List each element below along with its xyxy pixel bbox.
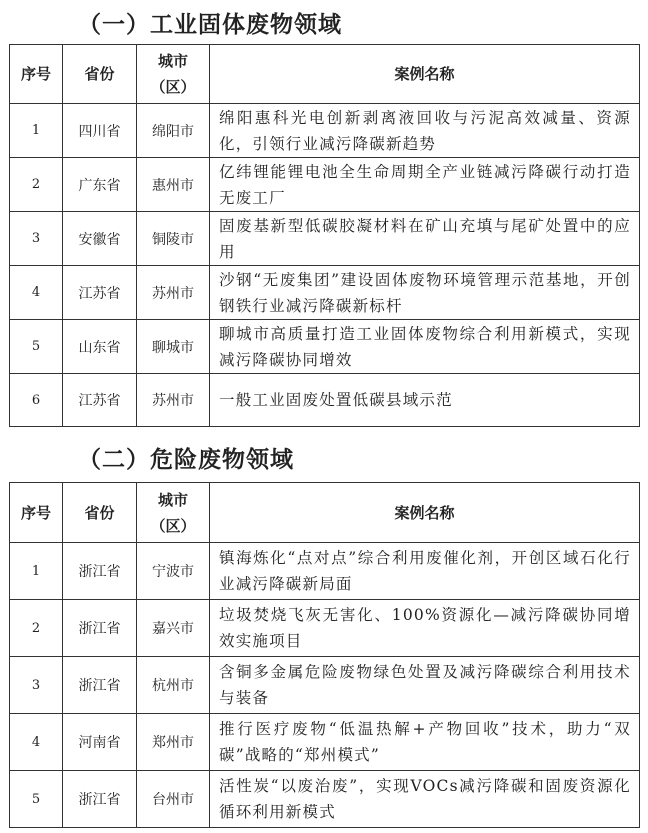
cell-city: 惠州市	[137, 158, 210, 212]
header-city-line1: 城市	[157, 490, 188, 509]
cell-province: 山东省	[63, 320, 137, 374]
cell-case-name: 沙钢“无废集团”建设固体废物环境管理示范基地，开创钢铁行业减污降碳新标杆	[210, 266, 640, 320]
cell-no: 5	[10, 771, 63, 828]
table-row	[10, 320, 640, 374]
header-province: 省份	[63, 45, 137, 104]
cell-no: 3	[10, 657, 63, 714]
cell-province: 广东省	[63, 158, 137, 212]
cell-no: 4	[10, 714, 63, 771]
cell-case-name: 绵阳惠科光电创新剥离液回收与污泥高效减量、资源化，引领行业减污降碳新趋势	[210, 104, 640, 158]
cell-province: 浙江省	[63, 657, 137, 714]
table-header-row	[10, 45, 640, 104]
cell-city: 台州市	[137, 771, 210, 828]
table-row	[10, 600, 640, 657]
table-row	[10, 266, 640, 320]
table-row	[10, 714, 640, 771]
section-title-industrial-solid-waste: （一）工业固体废物领域	[78, 12, 342, 38]
section-title-hazardous-waste: （二）危险废物领域	[78, 447, 294, 473]
industrial-solid-waste-table	[9, 44, 640, 427]
cell-case-name: 含铜多金属危险废物绿色处置及减污降碳综合利用技术与装备	[210, 657, 640, 714]
cell-province: 江苏省	[63, 374, 137, 427]
header-case-name: 案例名称	[210, 483, 640, 543]
table-row	[10, 657, 640, 714]
header-no: 序号	[10, 45, 63, 104]
cell-no: 4	[10, 266, 63, 320]
cell-case-name: 推行医疗废物“低温热解+产物回收”技术，助力“双碳”战略的“郑州模式”	[210, 714, 640, 771]
cell-city: 绵阳市	[137, 104, 210, 158]
table-row	[10, 374, 640, 427]
cell-no: 2	[10, 158, 63, 212]
cell-city: 苏州市	[137, 266, 210, 320]
cell-case-name: 固废基新型低碳胶凝材料在矿山充填与尾矿处置中的应用	[210, 212, 640, 266]
header-province: 省份	[63, 483, 137, 543]
cell-no: 5	[10, 320, 63, 374]
cell-no: 6	[10, 374, 63, 427]
cell-province: 浙江省	[63, 543, 137, 600]
table-row	[10, 771, 640, 828]
cell-case-name: 垃圾焚烧飞灰无害化、100%资源化—减污降碳协同增效实施项目	[210, 600, 640, 657]
cell-case-name: 活性炭“以废治废”，实现VOCs减污降碳和固废资源化循环利用新模式	[210, 771, 640, 828]
hazardous-waste-table	[9, 482, 640, 828]
header-city-line1: 城市	[157, 52, 188, 70]
cell-city: 嘉兴市	[137, 600, 210, 657]
cell-city: 苏州市	[137, 374, 210, 427]
cell-case-name: 聊城市高质量打造工业固体废物综合利用新模式，实现减污降碳协同增效	[210, 320, 640, 374]
header-city	[137, 45, 210, 104]
table-row	[10, 212, 640, 266]
cell-province: 浙江省	[63, 600, 137, 657]
cell-province: 安徽省	[63, 212, 137, 266]
cell-province: 江苏省	[63, 266, 137, 320]
cell-province: 浙江省	[63, 771, 137, 828]
cell-city: 杭州市	[137, 657, 210, 714]
cell-case-name: 亿纬锂能锂电池全生命周期全产业链减污降碳行动打造无废工厂	[210, 158, 640, 212]
cell-no: 1	[10, 543, 63, 600]
cell-province: 河南省	[63, 714, 137, 771]
cell-no: 3	[10, 212, 63, 266]
cell-no: 2	[10, 600, 63, 657]
cell-city: 铜陵市	[137, 212, 210, 266]
table-row	[10, 104, 640, 158]
table-row	[10, 158, 640, 212]
header-city-line2: （区）	[150, 78, 196, 96]
cell-city: 宁波市	[137, 543, 210, 600]
header-city	[137, 483, 210, 543]
table-row	[10, 543, 640, 600]
header-case-name: 案例名称	[210, 45, 640, 104]
cell-city: 聊城市	[137, 320, 210, 374]
cell-case-name: 镇海炼化“点对点”综合利用废催化剂，开创区域石化行业减污降碳新局面	[210, 543, 640, 600]
cell-province: 四川省	[63, 104, 137, 158]
cell-no: 1	[10, 104, 63, 158]
header-city-line2: （区）	[150, 516, 196, 535]
cell-case-name: 一般工业固废处置低碳县域示范	[210, 374, 640, 427]
cell-city: 郑州市	[137, 714, 210, 771]
header-no: 序号	[10, 483, 63, 543]
table-header-row	[10, 483, 640, 543]
